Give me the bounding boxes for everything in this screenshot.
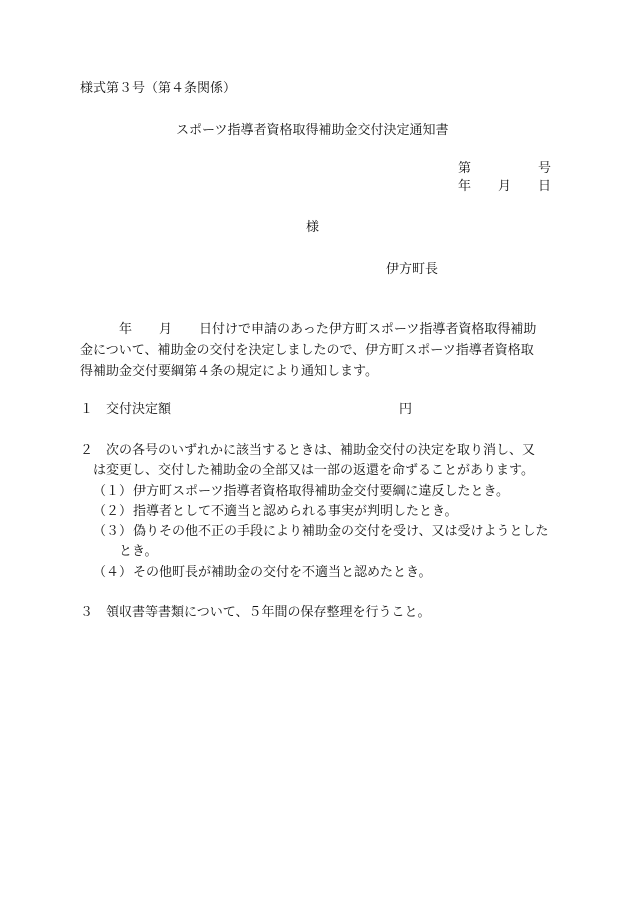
sub-item-number: （２）: [93, 504, 133, 519]
number-suffix: 号: [538, 161, 552, 176]
body-line-1: 日付けで申請のあった伊方町スポーツ指導者資格取得補助: [199, 322, 537, 337]
sub-item-text: 伊方町スポーツ指導者資格取得補助金交付要綱に違反したとき。: [133, 484, 509, 499]
sender-name: 伊方町長: [386, 262, 439, 277]
body-line-2: 金について、補助金の交付を決定しましたので、伊方町スポーツ指導者資格取: [80, 343, 534, 358]
sub-item-continuation: とき。: [119, 544, 158, 559]
form-label: 様式第３号（第４条関係）: [80, 81, 237, 96]
recipient-suffix: 様: [306, 220, 320, 235]
date-year: 年: [458, 179, 472, 194]
number-prefix: 第: [458, 161, 472, 176]
date-month: 月: [498, 179, 512, 194]
sub-item-number: （４）: [93, 565, 133, 580]
sub-item-text: 指導者として不適当と認められる事実が判明したとき。: [133, 504, 458, 519]
item-3-text: 領収書等書類について、５年間の保存整理を行うこと。: [106, 605, 431, 620]
body-year: 年: [119, 322, 133, 337]
item-2-line-1: 次の各号のいずれかに該当するときは、補助金交付の決定を取り消し、又: [106, 443, 536, 458]
item-1-number: １: [80, 402, 94, 417]
item-2-number: ２: [80, 443, 94, 458]
sub-item-number: （３）: [93, 524, 133, 539]
item-2-line-2: は変更し、交付した補助金の全部又は一部の返還を命ずることがあります。: [93, 463, 534, 478]
sub-item-text: 偽りその他不正の手段により補助金の交付を受け、又は受けようとした: [133, 524, 549, 539]
item-1-label: 交付決定額: [106, 402, 172, 417]
item-1-unit: 円: [399, 402, 413, 417]
date-day: 日: [538, 179, 552, 194]
body-line-3: 得補助金交付要綱第４条の規定により通知します。: [80, 364, 378, 379]
document-title: スポーツ指導者資格取得補助金交付決定通知書: [176, 123, 449, 138]
sub-item-number: （１）: [93, 484, 133, 499]
body-month: 月: [159, 322, 173, 337]
sub-item-text: その他町長が補助金の交付を不適当と認めたとき。: [133, 565, 432, 580]
item-3-number: ３: [80, 605, 94, 620]
